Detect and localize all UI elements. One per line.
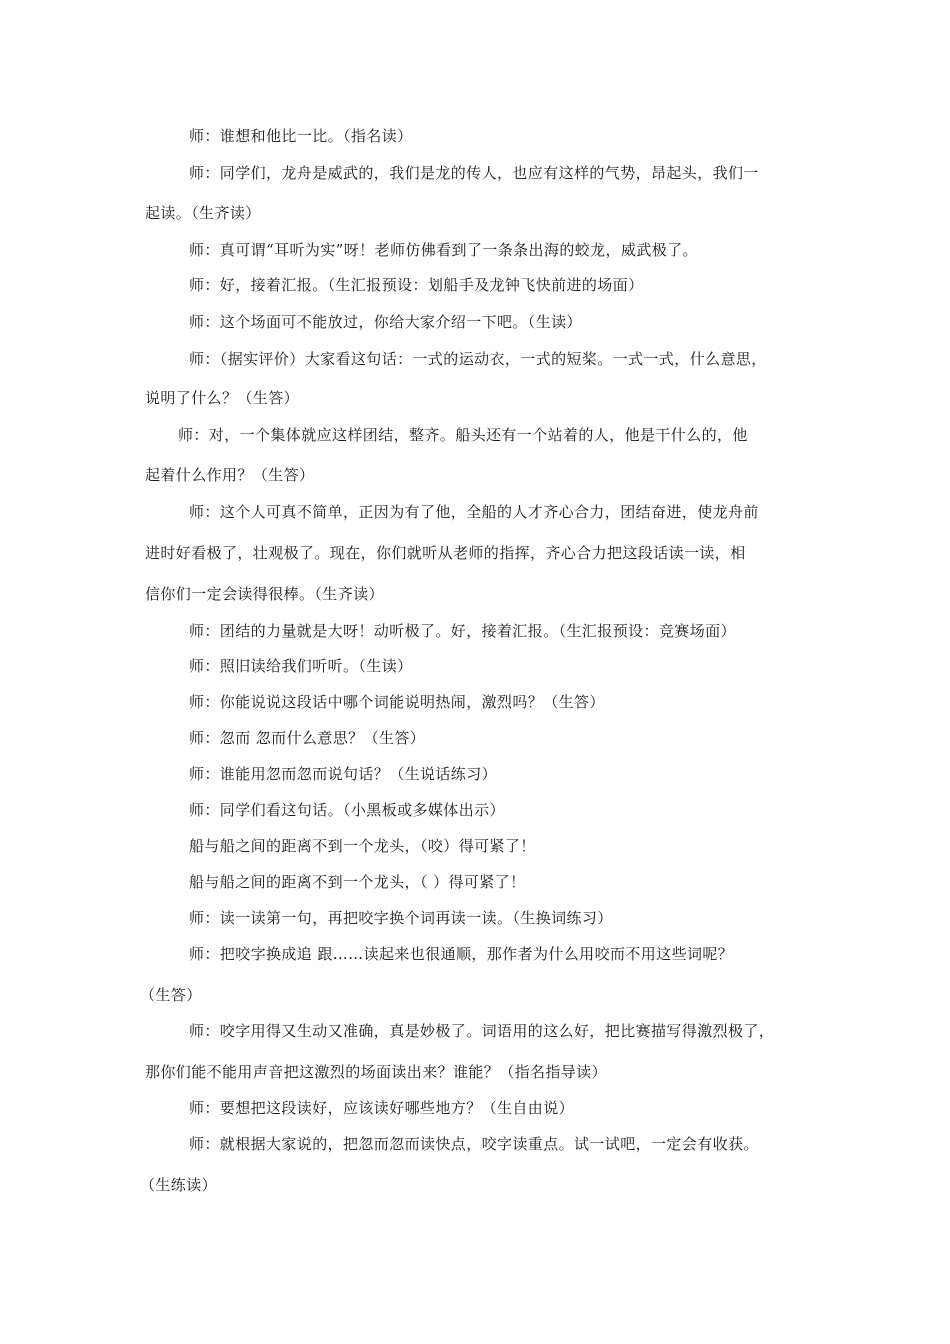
text-line: 师：同学们看这句话。（小黑板或多媒体出示） bbox=[189, 801, 505, 819]
text-line: 师：（据实评价）大家看这句话：一式的运动衣，一式的短桨。一式一式，什么意思， bbox=[189, 350, 767, 368]
text-line: （生答） bbox=[140, 986, 202, 1004]
text-line: 师：这个场面可不能放过，你给大家介绍一下吧。（生读） bbox=[189, 313, 582, 331]
text-line: 师：真可谓“耳听为实”呀！老师仿佛看到了一条条出海的蛟龙，威武极了。 bbox=[189, 241, 698, 259]
text-line: 师：把咬字换成追 跟……读起来也很通顺，那作者为什么用咬而不用这些词呢？ bbox=[189, 945, 734, 963]
text-line: 师：就根据大家说的，把忽而忽而读快点，咬字读重点。试一试吧，一定会有收获。 bbox=[189, 1135, 759, 1153]
text-line: 师：咬字用得又生动又准确，真是妙极了。词语用的这么好，把比赛描写得激烈极了， bbox=[189, 1022, 775, 1040]
text-line: 船与船之间的距离不到一个龙头，（咬）得可紧了！ bbox=[189, 837, 536, 855]
text-line: 师：这个人可真不简单，正因为有了他，全船的人才齐心合力，团结奋进，使龙舟前 bbox=[189, 503, 759, 521]
text-line: 师：要想把这段读好，应该读好哪些地方？（生自由说） bbox=[189, 1099, 575, 1117]
text-line: 说明了什么？（生答） bbox=[145, 389, 300, 407]
text-line: 进时好看极了，壮观极了。现在，你们就听从老师的指挥，齐心合力把这段话读一读，相 bbox=[145, 544, 746, 562]
text-line: 师：对，一个集体就应这样团结，整齐。船头还有一个站着的人，他是干什么的，他 bbox=[178, 426, 748, 444]
text-line: 师：同学们，龙舟是威武的，我们是龙的传人，也应有这样的气势，昂起头，我们一 bbox=[189, 164, 759, 182]
text-line: 那你们能不能用声音把这激烈的场面读出来？谁能？（指名指导读） bbox=[145, 1063, 608, 1081]
text-line: 师：谁想和他比一比。（指名读） bbox=[189, 127, 413, 145]
text-line: 师：你能说说这段话中哪个词能说明热闹，激烈吗？（生答） bbox=[189, 693, 605, 711]
text-line: 师：谁能用忽而忽而说句话？（生说话练习） bbox=[189, 765, 498, 783]
text-line: 信你们一定会读得很棒。（生齐读） bbox=[145, 585, 384, 603]
text-line: 师：团结的力量就是大呀！动听极了。好，接着汇报。（生汇报预设：竞赛场面） bbox=[189, 622, 736, 640]
text-line: 师：读一读第一句，再把咬字换个词再读一读。（生换词练习） bbox=[189, 909, 613, 927]
text-line: 船与船之间的距离不到一个龙头，（ ）得可紧了！ bbox=[189, 873, 526, 891]
text-line: （生练读） bbox=[140, 1176, 218, 1194]
text-line: 起着什么作用？（生答） bbox=[145, 466, 315, 484]
text-line: 师：好，接着汇报。（生汇报预设：划船手及龙钟飞快前进的场面） bbox=[189, 276, 644, 294]
text-line: 起读。（生齐读） bbox=[145, 204, 261, 222]
text-line: 师：忽而 忽而什么意思？（生答） bbox=[189, 729, 426, 747]
text-line: 师：照旧读给我们听听。（生读） bbox=[189, 657, 413, 675]
